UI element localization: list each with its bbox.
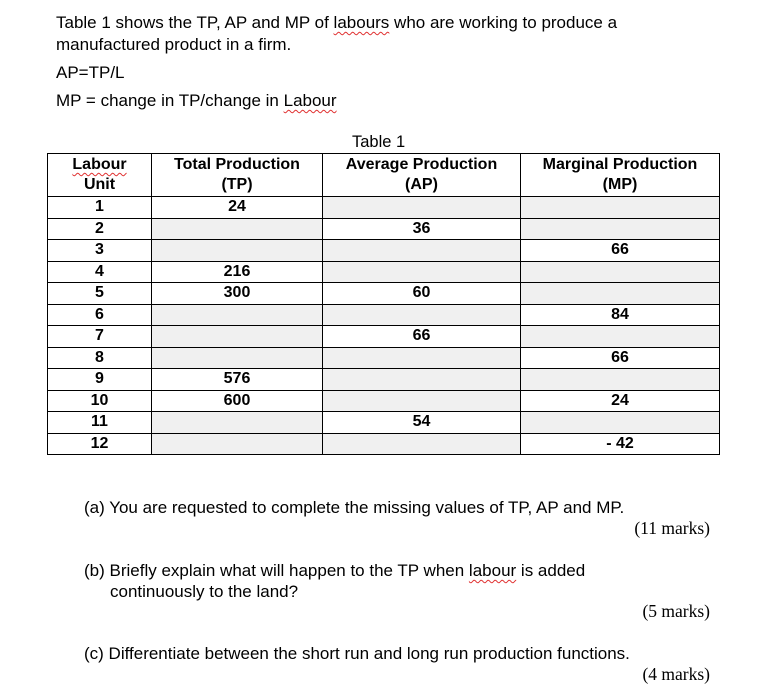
table-row [48, 197, 720, 219]
cell-tp [152, 326, 323, 348]
table-row [48, 347, 720, 369]
intro-line-1-post: who are working to produce a [389, 13, 618, 32]
cell-mp: 66 [521, 240, 720, 262]
cell-ap [323, 240, 521, 262]
cell-tp [152, 218, 323, 240]
cell-tp: 216 [152, 261, 323, 283]
cell-unit: 12 [48, 433, 152, 455]
cell-mp [521, 261, 720, 283]
formula-mp-word: Labour [283, 91, 337, 110]
cell-ap [323, 390, 521, 412]
table-row [48, 369, 720, 391]
header-total-production: Total Production (TP) [152, 154, 323, 197]
cell-tp [152, 433, 323, 455]
cell-mp [521, 283, 720, 305]
cell-ap: 60 [323, 283, 521, 305]
question-c-marks: (4 marks) [642, 664, 710, 684]
cell-unit: 9 [48, 369, 152, 391]
cell-ap: 36 [323, 218, 521, 240]
question-c: (c) Differentiate between the short run and long run production functions. [84, 644, 630, 663]
table-row [48, 304, 720, 326]
cell-tp: 300 [152, 283, 323, 305]
cell-ap [323, 433, 521, 455]
question-b-word-labour: labour [468, 561, 517, 580]
cell-unit: 5 [48, 283, 152, 305]
cell-unit: 7 [48, 326, 152, 348]
cell-ap [323, 304, 521, 326]
question-b-pre: (b) Briefly explain what will happen to the TP when [84, 561, 469, 580]
cell-tp [152, 304, 323, 326]
table-row [48, 326, 720, 348]
header-average-production: Average Production (AP) [323, 154, 521, 197]
cell-unit: 11 [48, 412, 152, 434]
cell-unit: 1 [48, 197, 152, 219]
table-caption: Table 1 [352, 133, 406, 151]
production-table [47, 153, 720, 455]
question-a-marks: (11 marks) [634, 518, 710, 538]
question-b-line-2: continuously to the land? [110, 582, 299, 601]
cell-ap: 66 [323, 326, 521, 348]
intro-line-1-pre: Table 1 shows the TP, AP and MP of [56, 13, 334, 32]
table-row [48, 218, 720, 240]
header-marginal-production: Marginal Production (MP) [521, 154, 720, 197]
table-header-row [48, 154, 720, 197]
cell-unit: 8 [48, 347, 152, 369]
formula-ap: AP=TP/L [56, 63, 125, 82]
cell-mp [521, 412, 720, 434]
cell-mp [521, 218, 720, 240]
question-a: (a) You are requested to complete the missing values of TP, AP and MP. [84, 498, 625, 517]
cell-ap [323, 197, 521, 219]
cell-tp [152, 412, 323, 434]
cell-ap: 54 [323, 412, 521, 434]
table-row [48, 261, 720, 283]
cell-ap [323, 261, 521, 283]
cell-mp: 66 [521, 347, 720, 369]
table-row [48, 412, 720, 434]
cell-tp: 600 [152, 390, 323, 412]
cell-ap [323, 369, 521, 391]
intro-word-labours: labours [333, 13, 390, 32]
table-row [48, 283, 720, 305]
cell-unit: 10 [48, 390, 152, 412]
cell-unit: 2 [48, 218, 152, 240]
cell-tp: 576 [152, 369, 323, 391]
question-b-post: is added [516, 561, 586, 580]
table-row [48, 240, 720, 262]
intro-line-2: manufactured product in a firm. [56, 35, 292, 54]
table-row [48, 433, 720, 455]
cell-mp: - 42 [521, 433, 720, 455]
header-labour-unit: Labour Unit [48, 154, 152, 197]
question-b-line-1 [84, 560, 585, 581]
formula-mp-pre: MP = change in TP/change in [56, 91, 284, 110]
cell-unit: 6 [48, 304, 152, 326]
formula-mp [56, 90, 337, 111]
cell-mp [521, 369, 720, 391]
cell-mp: 24 [521, 390, 720, 412]
cell-mp [521, 197, 720, 219]
cell-unit: 3 [48, 240, 152, 262]
cell-mp: 84 [521, 304, 720, 326]
question-b-marks: (5 marks) [642, 601, 710, 621]
cell-ap [323, 347, 521, 369]
intro-line-1 [56, 12, 617, 33]
cell-unit: 4 [48, 261, 152, 283]
cell-tp [152, 347, 323, 369]
cell-mp [521, 326, 720, 348]
cell-tp: 24 [152, 197, 323, 219]
table-row [48, 390, 720, 412]
cell-tp [152, 240, 323, 262]
